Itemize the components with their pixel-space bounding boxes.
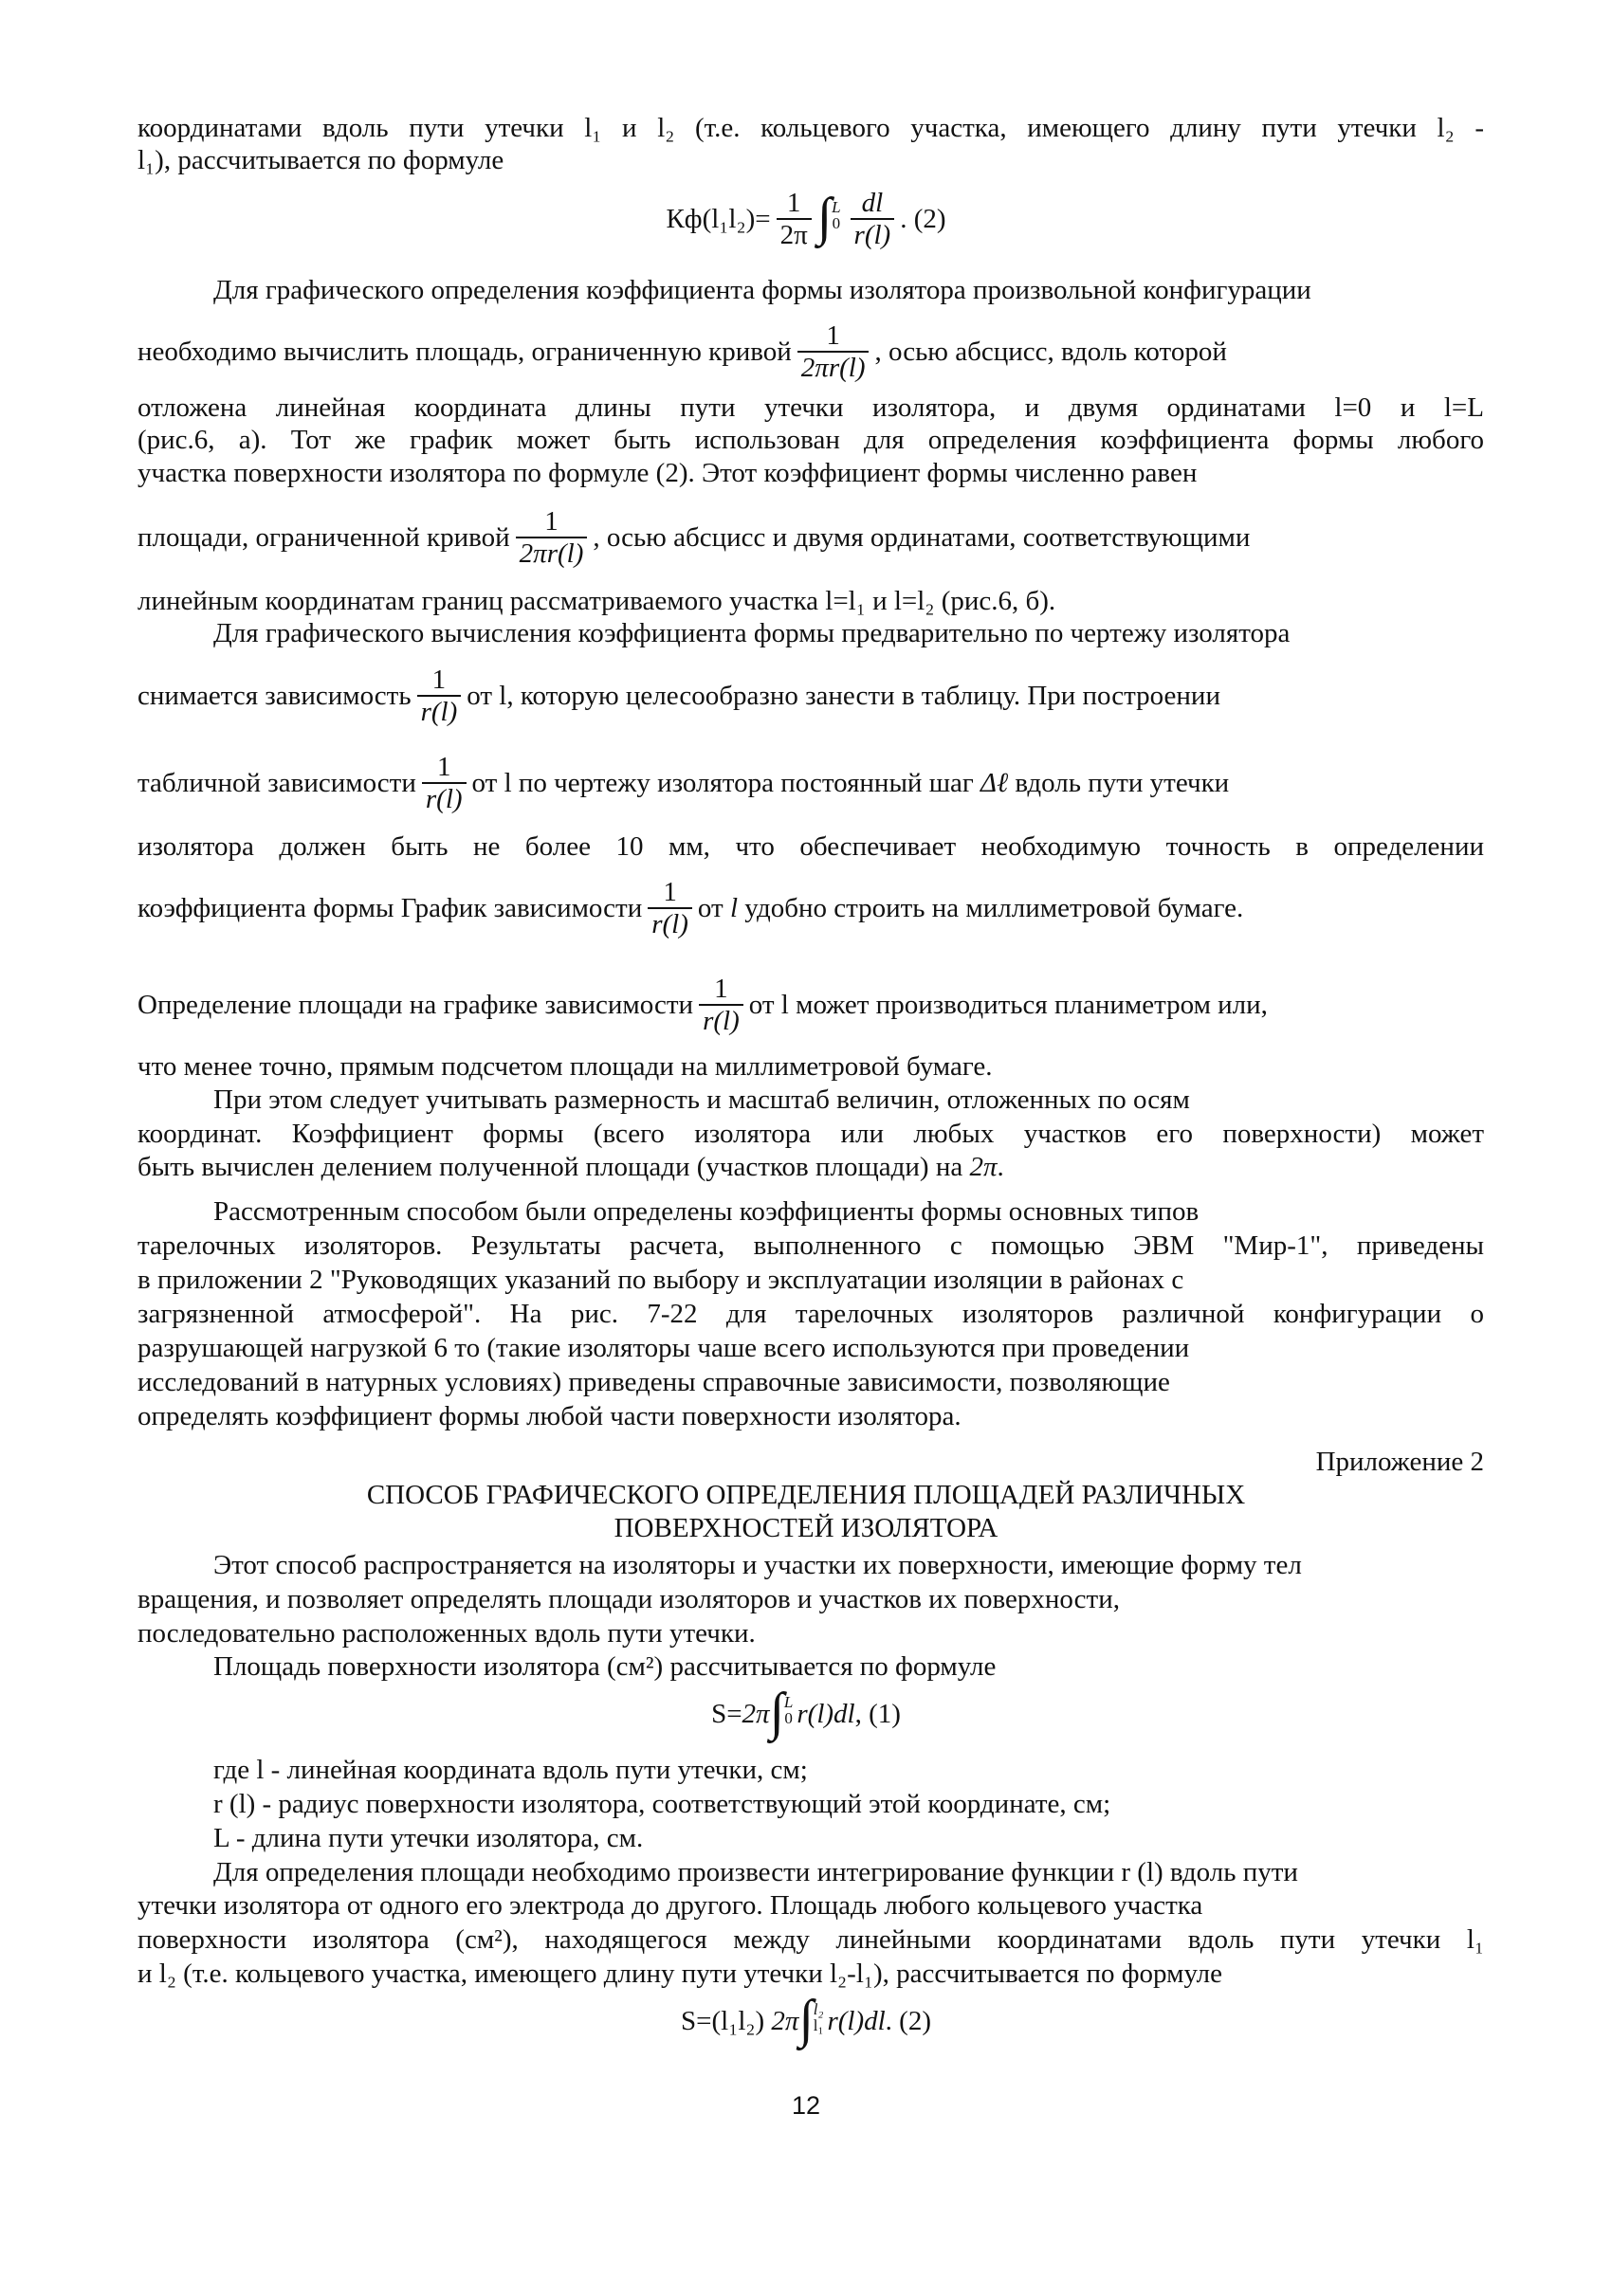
text-line: загрязненной атмосферой". На рис. 7-22 для тарелочных изоляторов различной конфигурации о — [137, 1299, 1484, 1329]
section-title: ПОВЕРХНОСТЕЙ ИЗОЛЯТОРА — [614, 1513, 998, 1543]
fraction: $\frac{1}{r(l)}$ — [417, 665, 462, 727]
text-line: поверхности изолятора (см²), находящегося между линейными координатами вдоль пути утечки l₁ — [137, 1924, 1484, 1955]
integral-sign: ∫ — [798, 1990, 814, 2050]
formula-surface-area: S=2π∫ L 0 r(l)dl, (1) — [711, 1683, 901, 1742]
text-line: изолятора должен быть не более 10 мм, что обеспечивает необходимую точность в определении — [137, 831, 1484, 862]
formula-lhs: Кф(l₁l₂)= — [666, 204, 771, 234]
text-line: Для графического вычисления коэффициента формы предварительно по чертежу изолятора — [213, 618, 1291, 648]
text-line: Для определения площади необходимо произвести интегрирование функции r (l) вдоль пути — [213, 1857, 1298, 1887]
fraction: $\frac{1}{2\pi r(l)}$ — [797, 320, 870, 383]
fraction: $\frac{1}{2\pi r(l)}$ — [516, 506, 588, 569]
formula-shape-coefficient: Кф(l₁l₂)= $\frac{1}{2\pi}$ ∫ L 0 $\frac{dl}{r(l)}$ . (2) — [666, 188, 946, 251]
text-line: Определение площади на графике зависимости $\frac{1}{r(l)}$ от l может производиться планиметром или, — [137, 974, 1268, 1037]
text-line: Этот способ распространяется на изоляторы и участки их поверхности, имеющие форму тел — [213, 1550, 1302, 1580]
text-line: линейным координатам границ рассматриваемого участка l=l₁ и l=l₂ (рис.6, б). — [137, 586, 1056, 616]
text-line: что менее точно, прямым подсчетом площади на миллиметровой бумаге. — [137, 1051, 993, 1082]
section-title: СПОСОБ ГРАФИЧЕСКОГО ОПРЕДЕЛЕНИЯ ПЛОЩАДЕЙ РАЗЛИЧНЫХ — [366, 1480, 1246, 1510]
text-line: исследований в натурных условиях) приведены справочные зависимости, позволяющие — [137, 1367, 1170, 1397]
integral-sign: ∫ — [769, 1683, 784, 1742]
text-line: снимается зависимость $\frac{1}{r(l)}$ от l, которую целесообразно занести в таблицу. При построении — [137, 665, 1220, 728]
text-line: разрушающей нагрузкой 6 то (такие изоляторы чаше всего используются при проведении — [137, 1333, 1190, 1363]
text-line: Рассмотренным способом были определены коэффициенты формы основных типов — [213, 1196, 1200, 1227]
text-line: Площадь поверхности изолятора (см²) рассчитывается по формуле — [213, 1651, 997, 1682]
text-line: тарелочных изоляторов. Результаты расчета, выполненного с помощью ЭВМ "Мир-1", приведены — [137, 1230, 1484, 1261]
text-line: и l₂ (т.е. кольцевого участка, имеющего длину пути утечки l₂-l₁), рассчитывается по формуле — [137, 1959, 1223, 1989]
appendix-label: Приложение 2 — [1315, 1447, 1484, 1477]
text-line: коэффициента формы График зависимости $\frac{1}{r(l)}$ от l удобно строить на миллиметровой бумаге. — [137, 877, 1244, 940]
text-line: Для графического определения коэффициента формы изолятора произвольной конфигурации — [213, 275, 1311, 305]
fraction: $\frac{1}{r(l)}$ — [699, 974, 743, 1036]
text-line: отложена линейная координата длины пути утечки изолятора, и двумя ординатами l=0 и l=L — [137, 392, 1484, 423]
text-line: координатами вдоль пути утечки l₁ и l₂ (т.е. кольцевого участка, имеющего длину пути утечки l₂ - — [137, 113, 1484, 143]
text-line: последовательно расположенных вдоль пути утечки. — [137, 1618, 756, 1649]
formula-annular-area: S=(l₁l₂) 2π∫ l₂ l₁ r(l)dl. (2) — [681, 1990, 931, 2050]
text-line: (рис.6, а). Тот же график может быть использован для определения коэффициента формы любого — [137, 425, 1484, 455]
page-number: 12 — [791, 2091, 821, 2120]
definition-line: где l - линейная координата вдоль пути утечки, см; — [213, 1755, 808, 1785]
text-line: табличной зависимости $\frac{1}{r(l)}$ от l по чертежу изолятора постоянный шаг Δℓ вдоль пути утечки — [137, 752, 1230, 815]
definition-line: L - длина пути утечки изолятора, см. — [213, 1823, 644, 1853]
text-line: l₁), рассчитывается по формуле — [137, 145, 504, 175]
text-line: При этом следует учитывать размерность и масштаб величин, отложенных по осям — [213, 1084, 1190, 1115]
text-line: площади, ограниченной кривой $\frac{1}{2\pi r(l)}$ , осью абсцисс и двумя ординатами, соответствующими — [137, 506, 1251, 570]
integral-limits: L 0 — [832, 198, 841, 233]
integral-limits: l₂ l₁ — [813, 2000, 824, 2035]
definition-line: r (l) - радиус поверхности изолятора, соответствующий этой координате, см; — [213, 1789, 1111, 1819]
fraction: $\frac{1}{r(l)}$ — [422, 752, 467, 814]
text-line: быть вычислен делением полученной площади (участков площади) на 2π. — [137, 1152, 1004, 1182]
fraction: $\frac{dl}{r(l)}$ — [851, 188, 895, 250]
text-line: вращения, и позволяет определять площади изоляторов и участков их поверхности, — [137, 1584, 1120, 1614]
text-line: в приложении 2 "Руководящих указаний по выбору и эксплуатации изоляции в районах с — [137, 1265, 1184, 1295]
integral-limits: L 0 — [783, 1693, 794, 1728]
text-line: координат. Коэффициент формы (всего изолятора или любых участков его поверхности) может — [137, 1119, 1484, 1149]
integral-sign: ∫ — [816, 188, 833, 247]
text-line: необходимо вычислить площадь, ограниченную кривой $\frac{1}{2\pi r(l)}$ , осью абсцисс, вдоль которой — [137, 320, 1227, 384]
text-line: участка поверхности изолятора по формуле (2). Этот коэффициент формы численно равен — [137, 458, 1198, 488]
fraction: $\frac{1}{2\pi}$ — [777, 188, 812, 250]
text-line: утечки изолятора от одного его электрода до другого. Площадь любого кольцевого участка — [137, 1890, 1203, 1921]
fraction: $\frac{1}{r(l)}$ — [648, 877, 692, 939]
text-line: определять коэффициент формы любой части поверхности изолятора. — [137, 1401, 962, 1431]
